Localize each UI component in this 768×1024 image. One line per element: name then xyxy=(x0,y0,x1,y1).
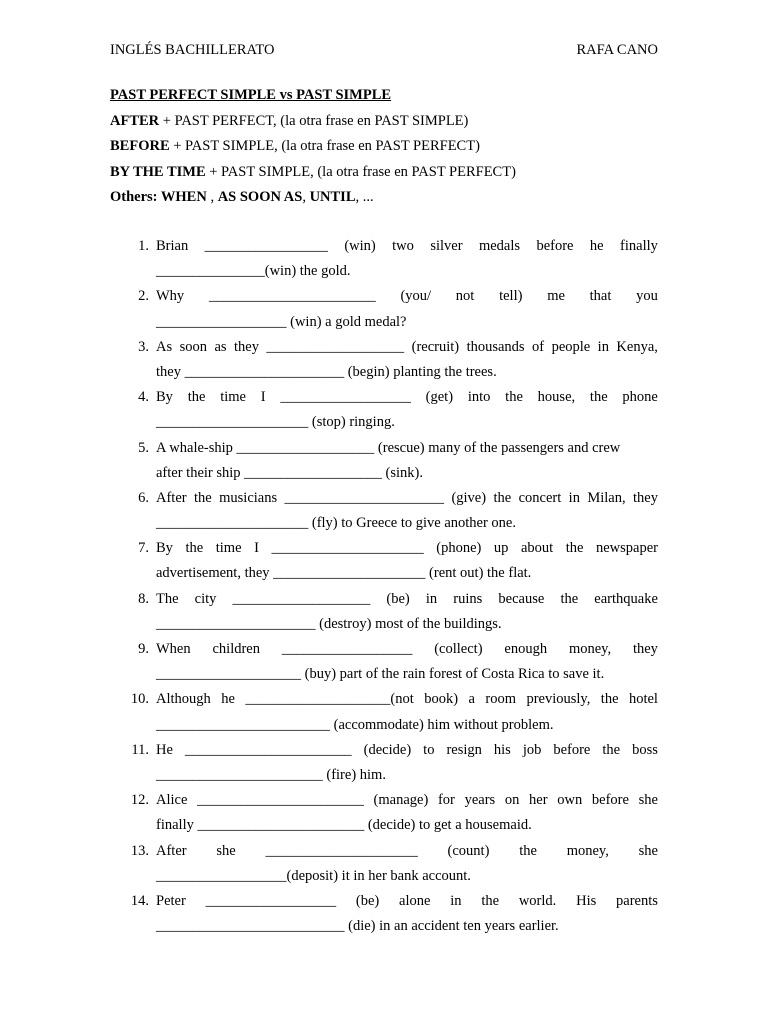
exercise-word: the xyxy=(187,389,206,406)
exercise-line-2: _______________(win) the gold. xyxy=(156,263,351,280)
exercise-word: of xyxy=(532,338,545,355)
exercise-word: before xyxy=(553,741,591,758)
exercise-item xyxy=(110,488,658,538)
exercise-word: children xyxy=(212,641,260,657)
exercise-word: finally xyxy=(620,238,658,254)
exercise-word: money, xyxy=(568,641,612,657)
exercise-word: silver xyxy=(430,238,463,254)
rule-text: + PAST SIMPLE, (la otra frase en PAST PERFECT) xyxy=(169,138,480,154)
exercise-number: 4. xyxy=(138,389,149,406)
exercise-word: (win) xyxy=(344,238,376,254)
header-course: INGLÉS BACHILLERATO xyxy=(110,42,275,58)
exercise-word: enough xyxy=(504,641,548,657)
exercise-word: they xyxy=(633,489,658,506)
exercise-line-2: _______________________ (fire) him. xyxy=(156,766,386,783)
exercise-line-1 xyxy=(156,740,658,765)
exercise-word: the xyxy=(565,540,584,557)
exercise-line-2: _____________________ (fly) to Greece to give another one. xyxy=(156,515,516,532)
exercise-word: that xyxy=(589,288,612,305)
exercise-word: boss xyxy=(632,741,658,758)
exercise-word: they xyxy=(233,338,259,355)
exercise-word: previously, xyxy=(526,691,591,708)
exercise-number: 5. xyxy=(138,439,149,456)
exercise-word: As xyxy=(156,338,173,355)
exercise-number: 11. xyxy=(131,741,149,758)
exercise-word: time xyxy=(220,389,246,406)
exercise-word: I xyxy=(254,540,259,557)
exercise-word: ____________________(not xyxy=(245,691,414,708)
exercise-word: parents xyxy=(616,892,658,909)
exercise-word: room xyxy=(485,691,516,708)
exercise-word: ___________________ xyxy=(266,338,405,355)
exercise-line-2: they ______________________ (begin) planting the trees. xyxy=(156,363,497,380)
page-header xyxy=(110,42,658,59)
exercise-word: a xyxy=(468,691,475,708)
exercise-word: Kenya, xyxy=(616,338,658,355)
exercise-line-1 xyxy=(156,488,658,513)
exercise-line-2: finally _______________________ (decide) to get a housemaid. xyxy=(156,817,532,834)
exercise-item xyxy=(110,538,658,588)
rule-separator: , xyxy=(206,189,218,205)
exercise-item xyxy=(110,689,658,739)
exercise-number: 2. xyxy=(138,288,149,305)
exercise-number: 13. xyxy=(130,842,149,859)
exercise-line-1 xyxy=(156,236,658,261)
exercise-word: about xyxy=(520,540,554,557)
exercise-line-2: _____________________ (stop) ringing. xyxy=(156,414,395,431)
rule-keyword: AS SOON AS xyxy=(217,189,303,205)
rule-others xyxy=(110,187,658,213)
exercise-item xyxy=(110,740,658,790)
exercise-line-2: ________________________ (accommodate) him without problem. xyxy=(156,716,554,733)
rule-keyword: AFTER xyxy=(110,112,160,129)
exercise-word: in xyxy=(450,892,462,909)
exercise-word: thousands xyxy=(466,338,525,355)
exercise-item xyxy=(110,438,658,488)
exercise-word: book) xyxy=(424,691,459,708)
exercise-word: (give) xyxy=(451,489,487,506)
exercise-word: By xyxy=(156,389,173,406)
exercise-word: the xyxy=(194,489,212,506)
exercise-word: _____________________ xyxy=(265,842,418,859)
exercise-word: After xyxy=(156,489,187,506)
exercise-word: he xyxy=(221,691,235,708)
exercise-word: as xyxy=(214,338,227,355)
exercise-item xyxy=(110,387,658,437)
exercise-line-1 xyxy=(156,589,658,614)
worksheet-title: PAST PERFECT SIMPLE vs PAST SIMPLE xyxy=(110,87,392,103)
exercise-word: Milan, xyxy=(587,489,626,506)
exercise-word: up xyxy=(493,540,509,557)
rule-keyword: BY THE TIME xyxy=(110,163,206,180)
exercise-line-1 xyxy=(156,639,658,664)
exercise-line-1 xyxy=(156,387,658,412)
exercise-word: __________________ xyxy=(280,389,411,406)
exercise-word: his xyxy=(493,741,511,758)
exercise-number: 6. xyxy=(138,489,149,506)
exercise-line-2: ______________________ (destroy) most of the buildings. xyxy=(156,615,502,632)
exercise-word: tell) xyxy=(499,288,523,305)
exercise-item xyxy=(110,891,658,941)
exercise-word: she xyxy=(638,792,658,809)
exercise-word: two xyxy=(392,238,414,254)
exercise-word: into xyxy=(467,389,491,406)
exercise-word: I xyxy=(260,389,266,406)
exercise-word: in xyxy=(597,338,609,355)
exercise-word: time xyxy=(215,540,242,557)
exercise-line-2: __________________ (win) a gold medal? xyxy=(156,313,407,330)
exercise-word: (manage) xyxy=(373,792,429,809)
exercise-item xyxy=(110,639,658,689)
exercise-word: alone xyxy=(399,892,431,909)
exercise-word: _________________ xyxy=(204,238,328,254)
exercise-word: (collect) xyxy=(434,641,483,657)
rule-text: , ... xyxy=(355,189,374,205)
exercise-word: _______________________ xyxy=(197,792,364,809)
exercise-word: city xyxy=(194,590,217,607)
exercise-word: ______________________ xyxy=(284,489,445,506)
exercise-line-1 xyxy=(156,337,658,362)
exercise-word: the xyxy=(560,590,579,607)
exercise-word: ruins xyxy=(453,590,483,607)
exercise-word: A whale-ship ___________________ (rescue) many of the passengers and crew xyxy=(156,439,621,456)
exercise-number: 1. xyxy=(138,238,149,254)
exercise-line-1 xyxy=(156,841,658,866)
exercise-number: 7. xyxy=(138,540,149,557)
exercise-line-1 xyxy=(156,286,658,311)
exercise-number: 12. xyxy=(130,792,149,809)
exercise-word: you xyxy=(636,288,658,305)
exercise-word: (you/ xyxy=(400,288,432,305)
exercise-word: He xyxy=(156,741,173,758)
exercise-word: he xyxy=(589,238,604,254)
exercise-line-2: after their ship ___________________ (sink). xyxy=(156,464,424,481)
exercise-word: musicians xyxy=(219,489,278,506)
grammar-rules xyxy=(110,85,658,213)
exercise-word: the xyxy=(481,892,500,909)
exercise-word: Why xyxy=(156,288,185,305)
rule-text: + PAST PERFECT, (la otra frase en PAST SIMPLE) xyxy=(159,112,469,129)
exercise-word: money, xyxy=(566,842,609,859)
exercise-word: her xyxy=(529,792,548,809)
exercise-number: 10. xyxy=(130,691,149,708)
exercise-word: When xyxy=(156,641,191,657)
exercise-word: Alice xyxy=(156,792,188,809)
exercise-word: The xyxy=(156,590,179,607)
rule-after xyxy=(110,111,658,137)
exercise-word: the xyxy=(589,389,608,406)
exercise-word: _______________________ xyxy=(208,288,376,305)
exercise-word: she xyxy=(216,842,236,859)
exercise-word: the xyxy=(185,540,204,557)
exercise-line-1 xyxy=(156,538,658,563)
exercise-word: because xyxy=(498,590,545,607)
exercise-word: (recruit) xyxy=(411,338,460,355)
exercise-word: not xyxy=(455,288,475,305)
exercise-number: 3. xyxy=(138,338,149,355)
exercise-word: people xyxy=(551,338,591,355)
rule-by-the-time xyxy=(110,162,658,188)
exercise-word: earthquake xyxy=(594,590,658,607)
exercise-word: __________________ xyxy=(281,641,413,657)
exercise-word: (be) xyxy=(355,892,380,909)
exercise-word: By xyxy=(156,540,173,557)
exercise-line-1 xyxy=(156,891,658,916)
exercise-word: the xyxy=(519,842,537,859)
rule-keyword: Others: WHEN xyxy=(110,189,207,205)
exercise-word: on xyxy=(504,792,520,809)
exercise-word: newspaper xyxy=(595,540,658,557)
exercise-line-1 xyxy=(156,790,658,815)
exercise-item xyxy=(110,790,658,840)
exercise-word: Brian xyxy=(156,238,189,254)
exercise-word: in xyxy=(425,590,438,607)
exercise-word: _____________________ xyxy=(271,540,424,557)
exercise-word: (count) xyxy=(447,842,490,859)
exercise-number: 14. xyxy=(130,892,149,909)
exercise-word: they xyxy=(632,641,658,657)
exercise-word: _______________________ xyxy=(184,741,352,758)
rule-keyword: BEFORE xyxy=(110,138,170,154)
exercise-word: Although xyxy=(156,691,211,708)
rule-keyword: UNTIL xyxy=(309,189,356,205)
exercise-word: for xyxy=(437,792,455,809)
exercise-word: (decide) xyxy=(363,741,412,758)
exercise-line-2: __________________________ (die) in an accident ten years earlier. xyxy=(156,918,559,935)
exercise-word: to xyxy=(423,741,435,758)
exercise-word: she xyxy=(638,842,658,859)
header-author: RAFA CANO xyxy=(576,42,658,58)
exercise-line-1 xyxy=(156,689,658,714)
exercise-word: resign xyxy=(446,741,482,758)
exercise-word: medals xyxy=(478,238,521,254)
exercise-word: me xyxy=(547,288,565,305)
rule-text: + PAST SIMPLE, (la otra frase en PAST PERFECT) xyxy=(205,163,516,180)
exercise-word: own xyxy=(557,792,583,809)
exercise-word: the xyxy=(493,489,512,506)
exercise-word: before xyxy=(536,238,574,254)
exercise-word: the xyxy=(600,691,619,708)
exercise-word: house, xyxy=(537,389,576,406)
exercise-word: in xyxy=(568,489,580,506)
exercise-word: before xyxy=(591,792,629,809)
exercise-word: the xyxy=(602,741,621,758)
exercise-word: (get) xyxy=(425,389,454,406)
exercise-word: phone xyxy=(622,389,658,406)
exercise-line-2: ____________________ (buy) part of the rain forest of Costa Rica to save it. xyxy=(156,666,605,683)
exercise-word: the xyxy=(505,389,523,406)
exercise-line-1 xyxy=(156,438,658,463)
exercise-item xyxy=(110,236,658,286)
exercise-item xyxy=(110,286,658,336)
exercise-list xyxy=(110,236,658,941)
exercise-word: After xyxy=(156,842,187,859)
exercise-word: (phone) xyxy=(436,540,482,557)
exercise-word: years xyxy=(464,792,496,809)
exercise-word: (be) xyxy=(386,590,410,607)
rule-separator: , xyxy=(302,189,310,205)
exercise-line-2: __________________(deposit) it in her bank account. xyxy=(156,867,471,884)
exercise-item xyxy=(110,337,658,387)
exercise-number: 9. xyxy=(138,641,149,657)
exercise-item xyxy=(110,841,658,891)
exercise-number: 8. xyxy=(138,590,149,607)
exercise-line-2: advertisement, they _____________________ (rent out) the flat. xyxy=(156,565,532,582)
exercise-item xyxy=(110,589,658,639)
exercise-word: His xyxy=(576,892,597,909)
exercise-word: ___________________ xyxy=(232,590,371,607)
exercise-word: Peter xyxy=(156,892,186,909)
exercise-word: job xyxy=(522,741,542,758)
exercise-word: soon xyxy=(179,338,207,355)
exercise-word: __________________ xyxy=(205,892,337,909)
exercise-word: hotel xyxy=(628,691,658,708)
rule-before xyxy=(110,136,658,162)
exercise-word: concert xyxy=(518,489,562,506)
exercise-word: world. xyxy=(518,892,557,909)
